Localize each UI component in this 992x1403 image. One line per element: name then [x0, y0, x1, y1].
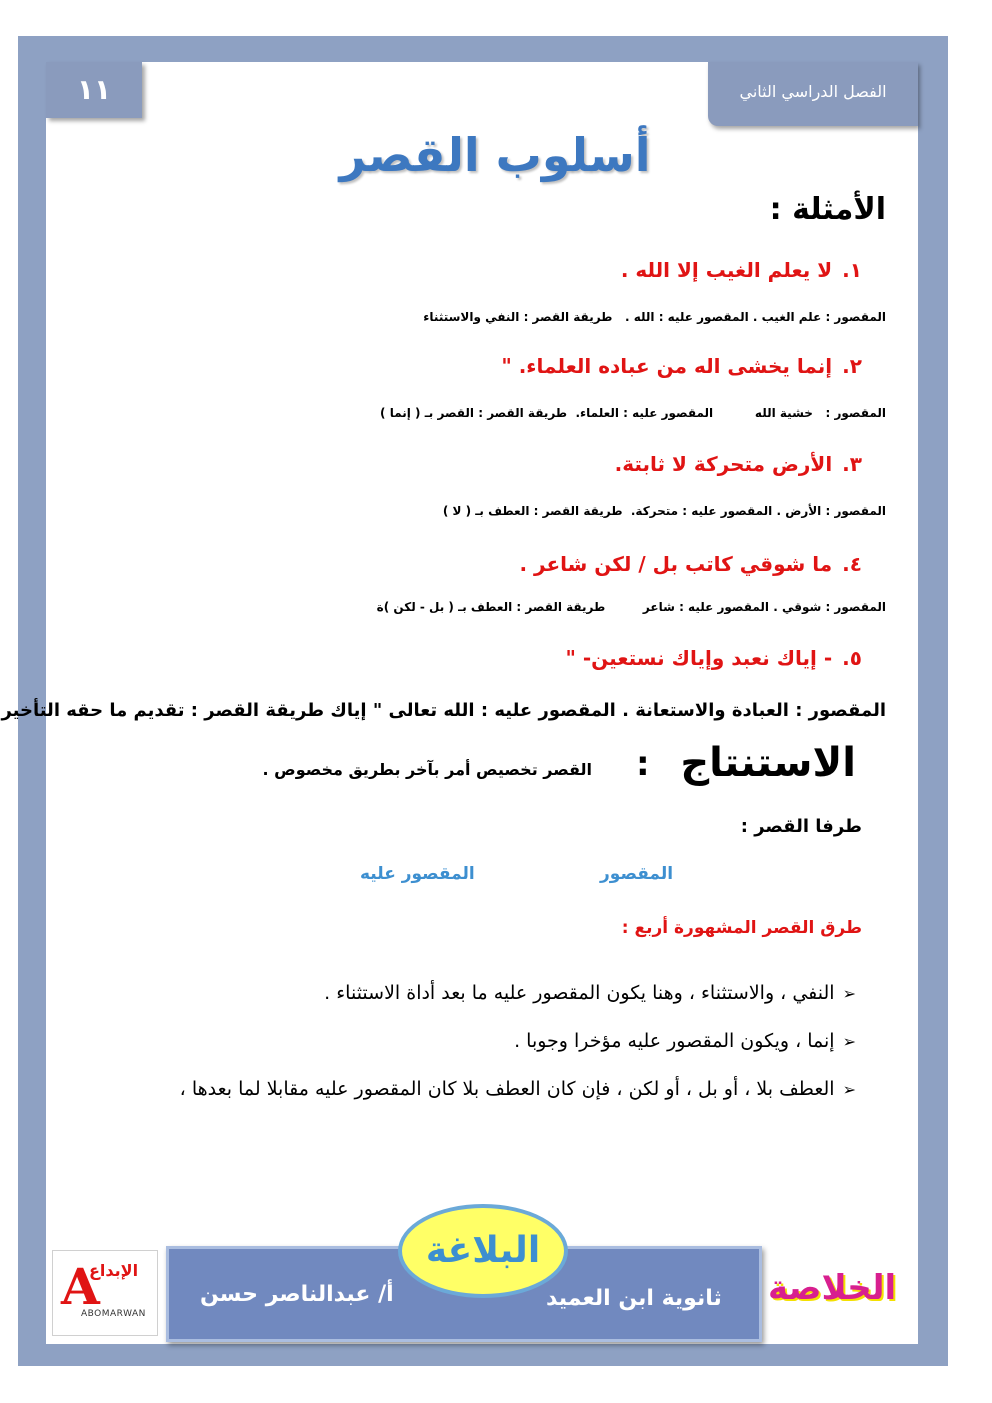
method-item: ➢ العطف بلا ، أو بل ، أو لكن ، فإن كان العطف بلا كان المقصور عليه مقابلا لما بعدها ،	[179, 1078, 856, 1100]
logo-letter: A	[61, 1257, 100, 1316]
conclusion-heading: الاستنتاج	[680, 740, 856, 786]
arrow-bullet-icon: ➢	[842, 1031, 856, 1051]
method-item: ➢ النفي ، والاستثناء ، وهنا يكون المقصور عليه ما بعد أداة الاستثناء .	[324, 982, 856, 1004]
subject-badge: البلاغة	[398, 1204, 568, 1298]
conclusion-colon: :	[636, 744, 650, 784]
publisher-logo	[52, 1250, 158, 1336]
method-item: ➢ إنما ، ويكون المقصور عليه مؤخرا وجوبا .	[514, 1030, 856, 1052]
analysis-1: المقصور : علم الغيب . المقصور عليه : الله . طريقة القصر : النفي والاستثناء	[423, 310, 886, 324]
analysis-5: المقصور : العبادة والاستعانة . المقصور عليه : الله تعالى " إياك طريقة القصر : تقديم ما حقه التأخير	[1, 700, 886, 721]
analysis-2: المقصور : خشية الله المقصور عليه : العلماء. طريقة القصر : القصر بـ ( إنما )	[380, 406, 886, 420]
conclusion-text: القصر تخصيص أمر بآخر بطريق مخصوص .	[262, 760, 592, 779]
example-3: ٣.الأرض متحركة لا ثابتة.	[614, 452, 862, 476]
methods-heading: طرق القصر المشهورة أربع :	[621, 918, 862, 938]
examples-heading: الأمثلة :	[769, 192, 886, 227]
logo-subtext: ABOMARWAN	[81, 1309, 146, 1319]
teacher-name: أ/ عبدالناصر حسن	[200, 1282, 394, 1307]
semester-label: الفصل الدراسي الثاني	[708, 62, 918, 126]
arrow-bullet-icon: ➢	[842, 983, 856, 1003]
example-4: ٤.ما شوقي كاتب بل / لكن شاعر .	[519, 552, 862, 576]
example-2: ٢.إنما يخشى اله من عباده العلماء. "	[501, 354, 862, 378]
example-1: ١.لا يعلم الغيب إلا الله .	[620, 258, 862, 282]
arrow-bullet-icon: ➢	[842, 1079, 856, 1099]
page-number: ١١	[46, 62, 142, 118]
analysis-4: المقصور : شوقي . المقصور عليه : شاعر طريقة القصر : العطف بـ ( بل - لكن )ة	[376, 600, 886, 614]
parties-heading: طرفا القصر :	[740, 816, 862, 837]
logo-text: الإبداع	[89, 1261, 139, 1280]
example-5: ٥.- إياك نعبد وإياك نستعين- "	[565, 646, 862, 670]
school-name: ثانوية ابن العميد	[546, 1286, 722, 1311]
party-maqsur: المقصور	[600, 864, 674, 884]
page-title: أسلوب القصر	[339, 128, 651, 182]
analysis-3: المقصور : الأرض . المقصور عليه : متحركة. طريقة القصر : العطف بـ ( لا )	[442, 504, 886, 518]
party-maqsur-alayh: المقصور عليه	[360, 864, 475, 884]
summary-label: الخلاصة	[768, 1268, 897, 1308]
